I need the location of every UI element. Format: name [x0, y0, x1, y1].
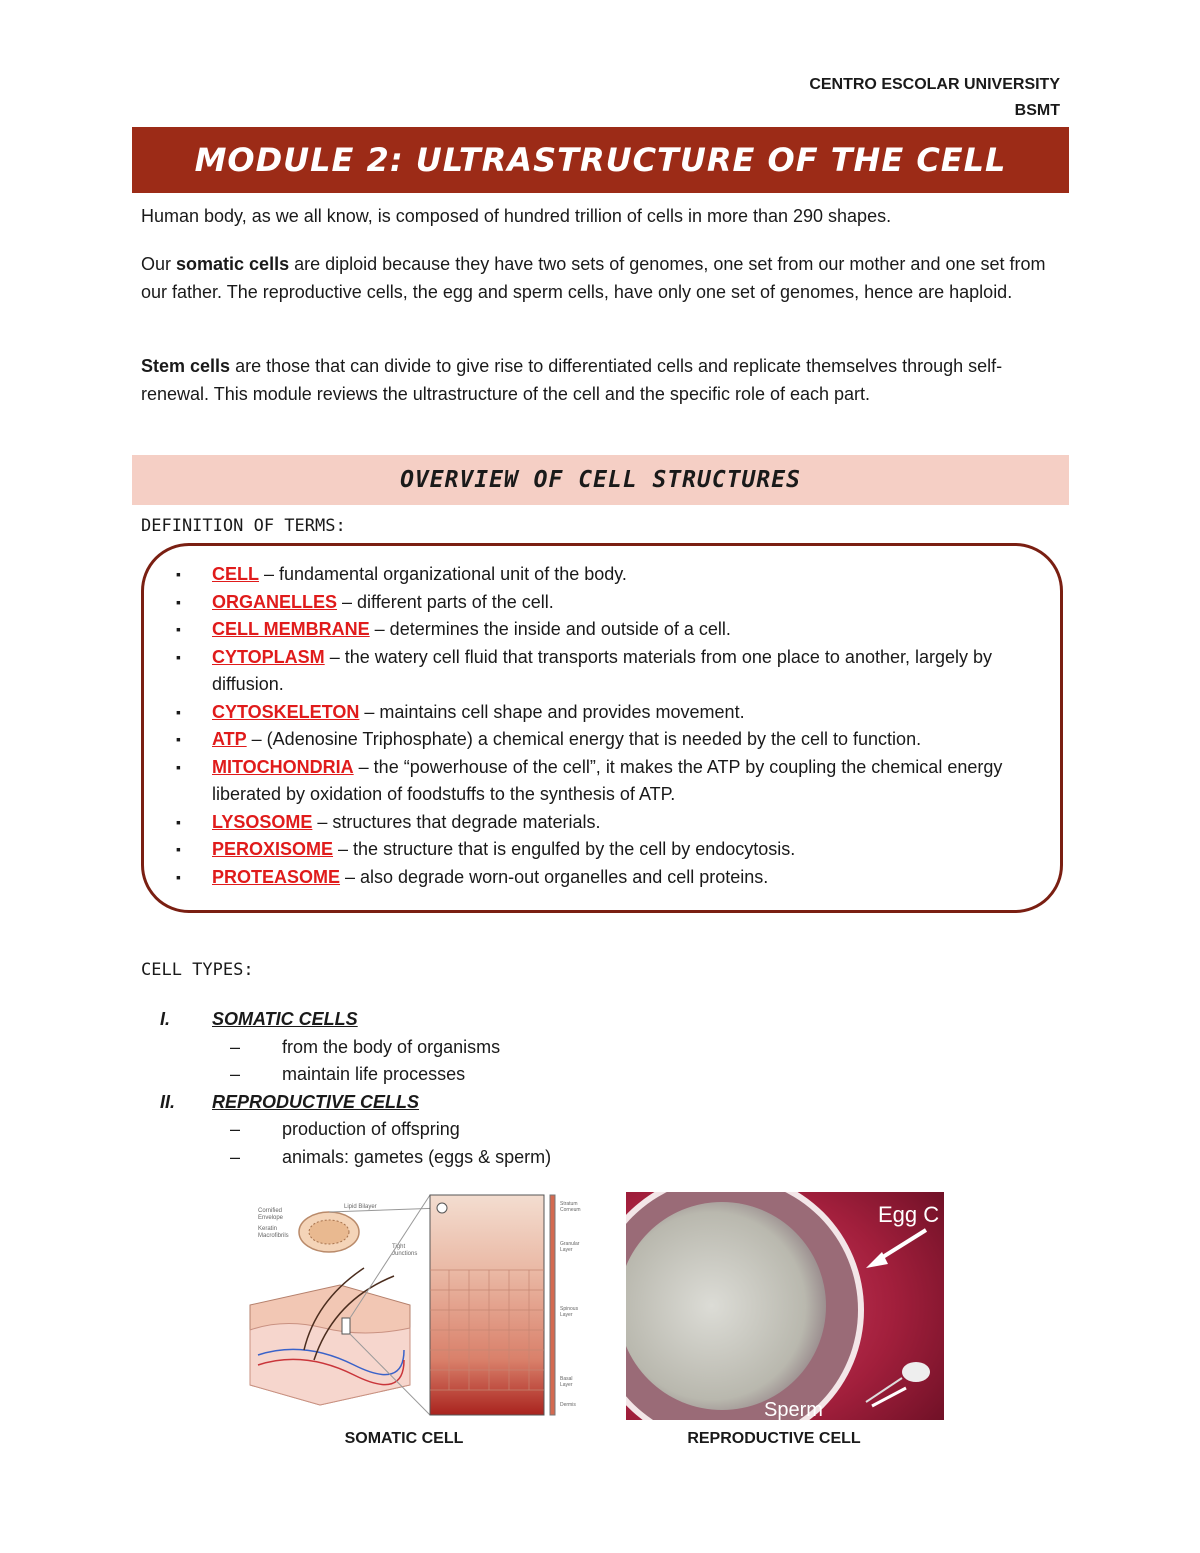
list-item	[176, 644, 1066, 699]
term-definition: – (Adenosine Triphosphate) a chemical energy that is needed by the cell to function.	[246, 729, 922, 749]
term-label: CELL MEMBRANE	[212, 619, 370, 639]
label-granular-layer: Layer	[560, 1247, 573, 1253]
label-granular: Granular	[560, 1241, 580, 1247]
list-item	[176, 589, 1066, 617]
bullet-icon: ▪	[176, 841, 181, 857]
somatic-cell-caption: SOMATIC CELL	[344, 1430, 464, 1447]
p3-body: are those that can divide to give rise to differentiated cells and replicate themselves through self-renewal. This module reviews the ultrastructure of the cell and the specific role of each part.	[141, 356, 1003, 404]
label-spinous-layer: Layer	[560, 1312, 573, 1318]
intro-paragraph-1: Human body, as we all know, is composed of hundred trillion of cells in more than 290 shapes.	[141, 206, 892, 226]
intro-paragraph-2	[141, 250, 1061, 306]
label-junctions: Junctions	[392, 1251, 418, 1257]
term-label: ATP	[212, 729, 247, 749]
label-basal-layer: Layer	[560, 1382, 573, 1388]
stem-cells-bold: Stem cells	[141, 356, 231, 376]
somatic-cells-bold: somatic cells	[176, 254, 290, 274]
reproductive-cells-title: REPRODUCTIVE CELLS	[212, 1091, 420, 1112]
label-lipid-bilayer: Lipid Bilayer	[344, 1204, 377, 1210]
bullet-icon: ▪	[176, 621, 181, 637]
term-label: PEROXISOME	[212, 839, 334, 859]
label-cornified: Cornified	[258, 1208, 283, 1214]
module-title: MODULE 2: ULTRASTRUCTURE OF THE CELL	[194, 141, 1007, 179]
item-text: animals: gametes (eggs & sperm)	[282, 1146, 552, 1167]
label-macrofibrils: Macrofibrils	[258, 1233, 289, 1239]
egg-nucleus	[626, 1202, 826, 1410]
term-definition: – maintains cell shape and provides movement.	[359, 701, 745, 722]
term-label: CELL	[212, 564, 259, 584]
dash-marker: –	[230, 1119, 241, 1139]
term-label: PROTEASOME	[212, 866, 341, 887]
bullet-icon: ▪	[176, 593, 181, 610]
item-text: from the body of organisms	[282, 1036, 501, 1057]
zoom-marker	[342, 1318, 350, 1334]
bullet-icon: ▪	[176, 566, 181, 582]
term-label: MITOCHONDRIA	[212, 756, 354, 777]
list-item	[160, 1034, 551, 1062]
term-label: CYTOSKELETON	[212, 701, 360, 722]
term-definition: – different parts of the cell.	[337, 591, 554, 612]
program-name: BSMT	[1014, 102, 1060, 119]
layer-scale	[550, 1195, 555, 1415]
cell-types-heading: CELL TYPES:	[141, 960, 254, 980]
bullet-icon: ▪	[176, 731, 181, 747]
dash-marker: –	[230, 1036, 241, 1057]
somatic-cells-title: SOMATIC CELLS	[212, 1009, 358, 1029]
institution-name: CENTRO ESCOLAR UNIVERSITY	[809, 76, 1060, 93]
dermis-layer	[250, 1323, 410, 1405]
term-label: CYTOPLASM	[212, 646, 325, 667]
list-item	[176, 754, 1066, 809]
label-corneum: Corneum	[560, 1207, 581, 1213]
term-definition: – also degrade worn-out organelles and cell proteins.	[340, 866, 769, 887]
somatic-cell-figure	[244, 1190, 590, 1420]
list-item	[176, 616, 1066, 644]
list-item	[176, 836, 1066, 864]
module-title-bar	[132, 127, 1069, 193]
sperm-head	[902, 1362, 930, 1382]
dash-marker: –	[230, 1146, 241, 1167]
list-item	[160, 1116, 551, 1144]
label-basal: Basal	[560, 1376, 573, 1382]
roman-numeral: I.	[160, 1009, 171, 1029]
bullet-icon: ▪	[176, 648, 181, 665]
term-definition: – determines the inside and outside of a cell.	[369, 619, 731, 639]
term-label: ORGANELLES	[212, 591, 338, 612]
cell-types-list	[160, 1006, 551, 1171]
list-item	[176, 699, 1066, 727]
egg-label: Egg C	[878, 1202, 940, 1227]
label-spinous: Spinous	[560, 1306, 579, 1312]
reproductive-cell-figure	[626, 1192, 944, 1420]
label-keratin: Keratin	[258, 1226, 278, 1232]
roman-numeral: II.	[160, 1091, 176, 1112]
dash-marker: –	[230, 1064, 241, 1084]
label-stratum: Stratum	[560, 1201, 578, 1207]
overview-section-bar	[132, 455, 1069, 505]
list-item	[176, 809, 1066, 837]
sperm-label: Sperm	[764, 1399, 823, 1420]
list-item	[160, 1061, 551, 1089]
label-envelope: Envelope	[258, 1215, 284, 1221]
terms-list	[176, 561, 1066, 891]
item-text: production of offspring	[282, 1119, 460, 1139]
reproductive-cells-heading	[160, 1089, 551, 1117]
term-definition: – fundamental organizational unit of the body.	[259, 564, 627, 584]
bullet-icon: ▪	[176, 868, 181, 885]
term-definition: – the “powerhouse of the cell”, it makes the ATP by coupling the chemical energy liberated by oxidation of foodstuffs to the synthesis of ATP.	[212, 756, 1003, 804]
list-item	[176, 864, 1066, 892]
lipid-marker	[437, 1203, 447, 1213]
label-dermis: Dermis	[560, 1402, 576, 1408]
term-label: LYSOSOME	[212, 811, 313, 832]
reproductive-cell-caption: REPRODUCTIVE CELL	[687, 1430, 861, 1447]
p2-body: are diploid because they have two sets of genomes, one set from our mother and one set from our father. The reproductive cells, the egg and sperm cells, have only one set of genomes, hence are haploid.	[141, 254, 1046, 302]
definitions-heading: DEFINITION OF TERMS:	[141, 516, 346, 536]
bullet-icon: ▪	[176, 813, 181, 830]
keratin-mesh	[309, 1220, 349, 1244]
term-definition: – the structure that is engulfed by the cell by endocytosis.	[333, 839, 796, 859]
p2-lead: Our	[141, 254, 177, 274]
label-tight: Tight	[392, 1244, 406, 1250]
epidermis-column	[430, 1195, 544, 1415]
somatic-cells-heading	[160, 1006, 551, 1034]
document-header	[809, 72, 1060, 124]
bullet-icon: ▪	[176, 703, 181, 720]
overview-title: OVERVIEW OF CELL STRUCTURES	[400, 467, 801, 493]
bullet-icon: ▪	[176, 758, 181, 775]
intro-paragraph-3	[141, 352, 1061, 408]
item-text: maintain life processes	[282, 1064, 466, 1084]
term-definition: – the watery cell fluid that transports materials from one place to another, largely by diffusion.	[212, 646, 993, 694]
term-definition: – structures that degrade materials.	[312, 811, 601, 832]
list-item	[176, 561, 1066, 589]
list-item	[176, 726, 1066, 754]
list-item	[160, 1144, 551, 1172]
